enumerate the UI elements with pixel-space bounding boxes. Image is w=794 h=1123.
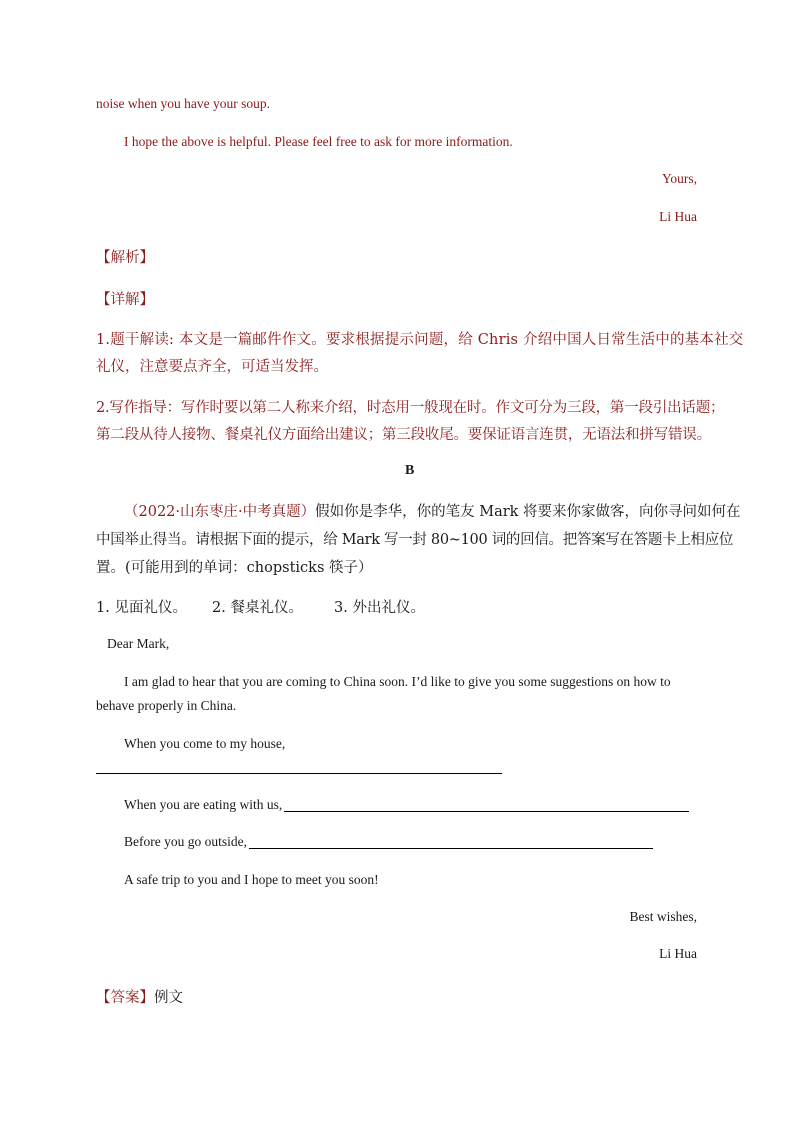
prev-letter-line: noise when you have your soup. [96,96,270,111]
eating-label: When you are eating with us, [124,797,283,812]
hint-item: 2. 餐桌礼仪。 [212,600,303,616]
answer-label: 【答案】 [96,990,154,1006]
answer-blank-eating[interactable] [284,810,689,812]
section-heading: B [405,463,415,478]
prev-letter-signature: Li Hua [659,209,697,224]
hint-item: 3. 外出礼仪。 [334,600,425,616]
letter-closing: Best wishes, [629,909,697,924]
question-source: （2022·山东枣庄·中考真题） [124,504,316,520]
answer-row [96,986,183,1007]
letter-prompt-eating [124,797,689,813]
letter-greeting: Dear Mark, [107,636,170,651]
answer-blank-outside[interactable] [249,847,653,849]
prev-letter-closing: Yours, [661,171,697,186]
letter-closing-line: A safe trip to you and I hope to meet you soon! [124,872,379,887]
hint-item: 1. 见面礼仪。 [96,600,187,616]
letter-signature: Li Hua [659,946,697,961]
xiangjie-label: 【详解】 [96,292,154,308]
outside-label: Before you go outside, [124,834,247,849]
prompt-line: 置。(可能用到的单词：chopsticks 筷子） [96,560,373,576]
letter-prompt-house: When you come to my house, [124,736,286,751]
prompt-line: 中国举止得当。请根据下面的提示，给 Mark 写一封 80~100 词的回信。把答案写在答题卡上相应位 [96,532,734,548]
analysis-point2-cont: 第二段从待人接物、餐桌礼仪方面给出建议；第三段收尾。要保证语言连贯，无语法和拼写错误。 [96,427,711,443]
analysis-point1: 1.题干解读: 本文是一篇邮件作文。要求根据提示问题，给 Chris 介绍中国人日常生活中的基本社交 [96,332,744,348]
answer-blank-house[interactable] [96,773,502,774]
prev-letter-line: I hope the above is helpful. Please feel free to ask for more information. [124,134,513,149]
jiexi-label: 【解析】 [96,250,154,266]
answer-text: 例文 [154,990,183,1006]
prompt-line [124,500,741,521]
letter-prompt-outside [124,834,653,850]
letter-para1: I am glad to hear that you are coming to China soon. I’d like to give you some suggestions on how to [124,674,671,689]
analysis-point2: 2.写作指导：写作时要以第二人称来介绍，时态用一般现在时。作文可分为三段，第一段引出话题； [96,400,725,416]
analysis-point1-cont: 礼仪，注意要点齐全，可适当发挥。 [96,359,328,375]
prompt-text: 假如你是李华，你的笔友 Mark 将要来你家做客，向你寻问如何在 [315,504,741,520]
letter-para1-cont: behave properly in China. [96,698,237,713]
